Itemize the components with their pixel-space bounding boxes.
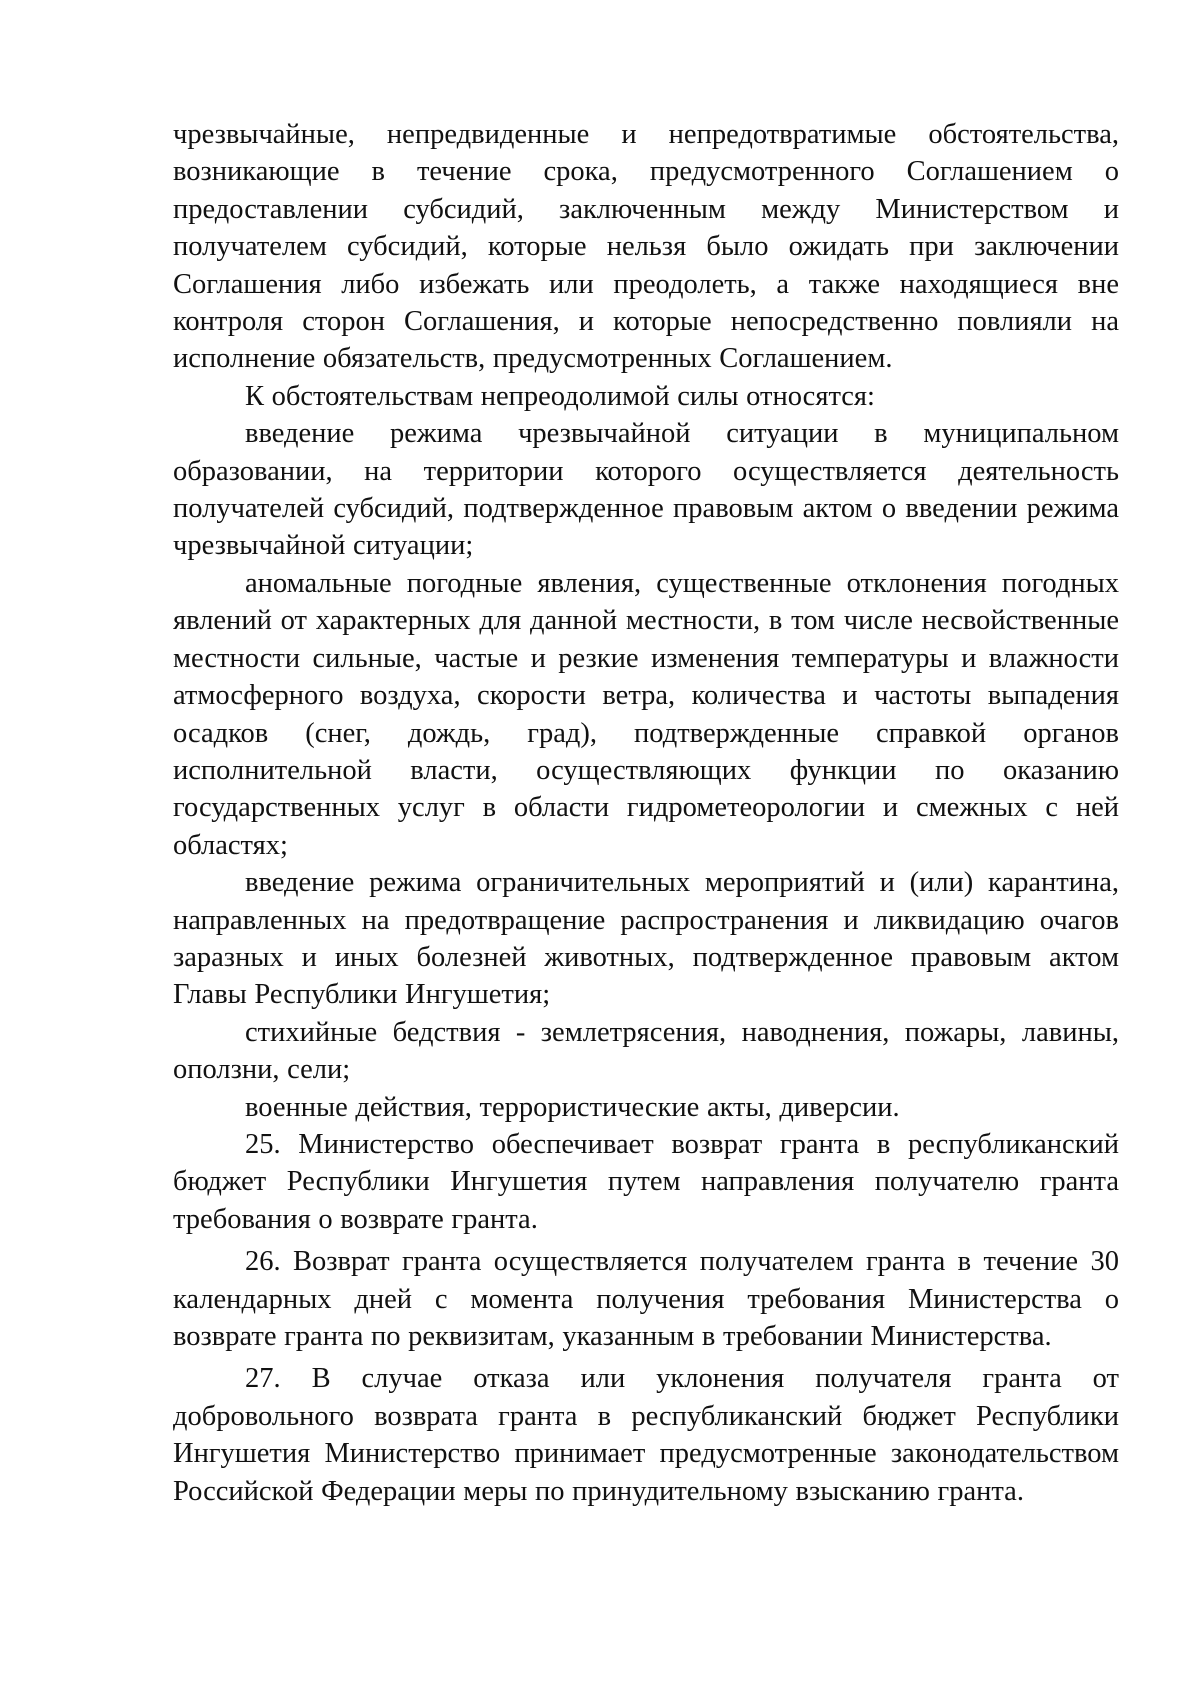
paragraph-item-26: 26. Возврат гранта осуществляется получателем гранта в течение 30 календарных дней с момента получения требования Министерства о возврате гранта по реквизитам, указанным в требовании Министерства.	[173, 1246, 1119, 1352]
paragraph-item-25: 25. Министерство обеспечивает возврат гранта в республиканский бюджет Республики Ингушетия путем направления получателю гранта требования о возврате гранта.	[173, 1128, 1119, 1235]
paragraph-item-27: 27. В случае отказа или уклонения получателя гранта от добровольного возврата гранта в республиканский бюджет Республики Ингушетия Министерство принимает предусмотренные законодательством Российской Федерации меры по принудительному взысканию гранта.	[173, 1363, 1119, 1507]
paragraph-natural-disasters: стихийные бедствия - землетрясения, наводнения, пожары, лавины, оползни, сели;	[173, 1016, 1119, 1086]
document-body	[173, 116, 1119, 1510]
paragraph-quarantine: введение режима ограничительных мероприятий и (или) карантина, направленных на предотвращение распространения и ликвидацию очагов заразных и иных болезней животных, подтвержденное правовым актом Главы Республики Ингушетия;	[173, 867, 1119, 1011]
paragraph-military-actions: военные действия, террористические акты, диверсии.	[245, 1091, 900, 1123]
paragraph-force-majeure-list-intro: К обстоятельствам непреодолимой силы относятся:	[245, 380, 875, 412]
paragraph-force-majeure-definition: чрезвычайные, непредвиденные и непредотвратимые обстоятельства, возникающие в течение срока, предусмотренного Соглашением о предоставлении субсидий, заключенным между Министерством и получателем субсидий, которые нельзя было ожидать при заключении Соглашения либо избежать или преодолеть, а также находящиеся вне контроля сторон Соглашения, и которые непосредственно повлияли на исполнение обязательств, предусмотренных Соглашением.	[173, 119, 1119, 375]
paragraph-weather-phenomena: аномальные погодные явления, существенные отклонения погодных явлений от характерных для данной местности, в том числе несвойственные местности сильные, частые и резкие изменения температуры и влажности атмосферного воздуха, скорости ветра, количества и частоты выпадения осадков (снег, дождь, град), подтвержденные справкой органов исполнительной власти, осуществляющих функции по оказанию государственных услуг в области гидрометеорологии и смежных с ней областях;	[173, 567, 1119, 861]
paragraph-emergency-regime: введение режима чрезвычайной ситуации в муниципальном образовании, на территории которого осуществляется деятельность получателей субсидий, подтвержденное правовым актом о введении режима чрезвычайной ситуации;	[173, 418, 1119, 562]
